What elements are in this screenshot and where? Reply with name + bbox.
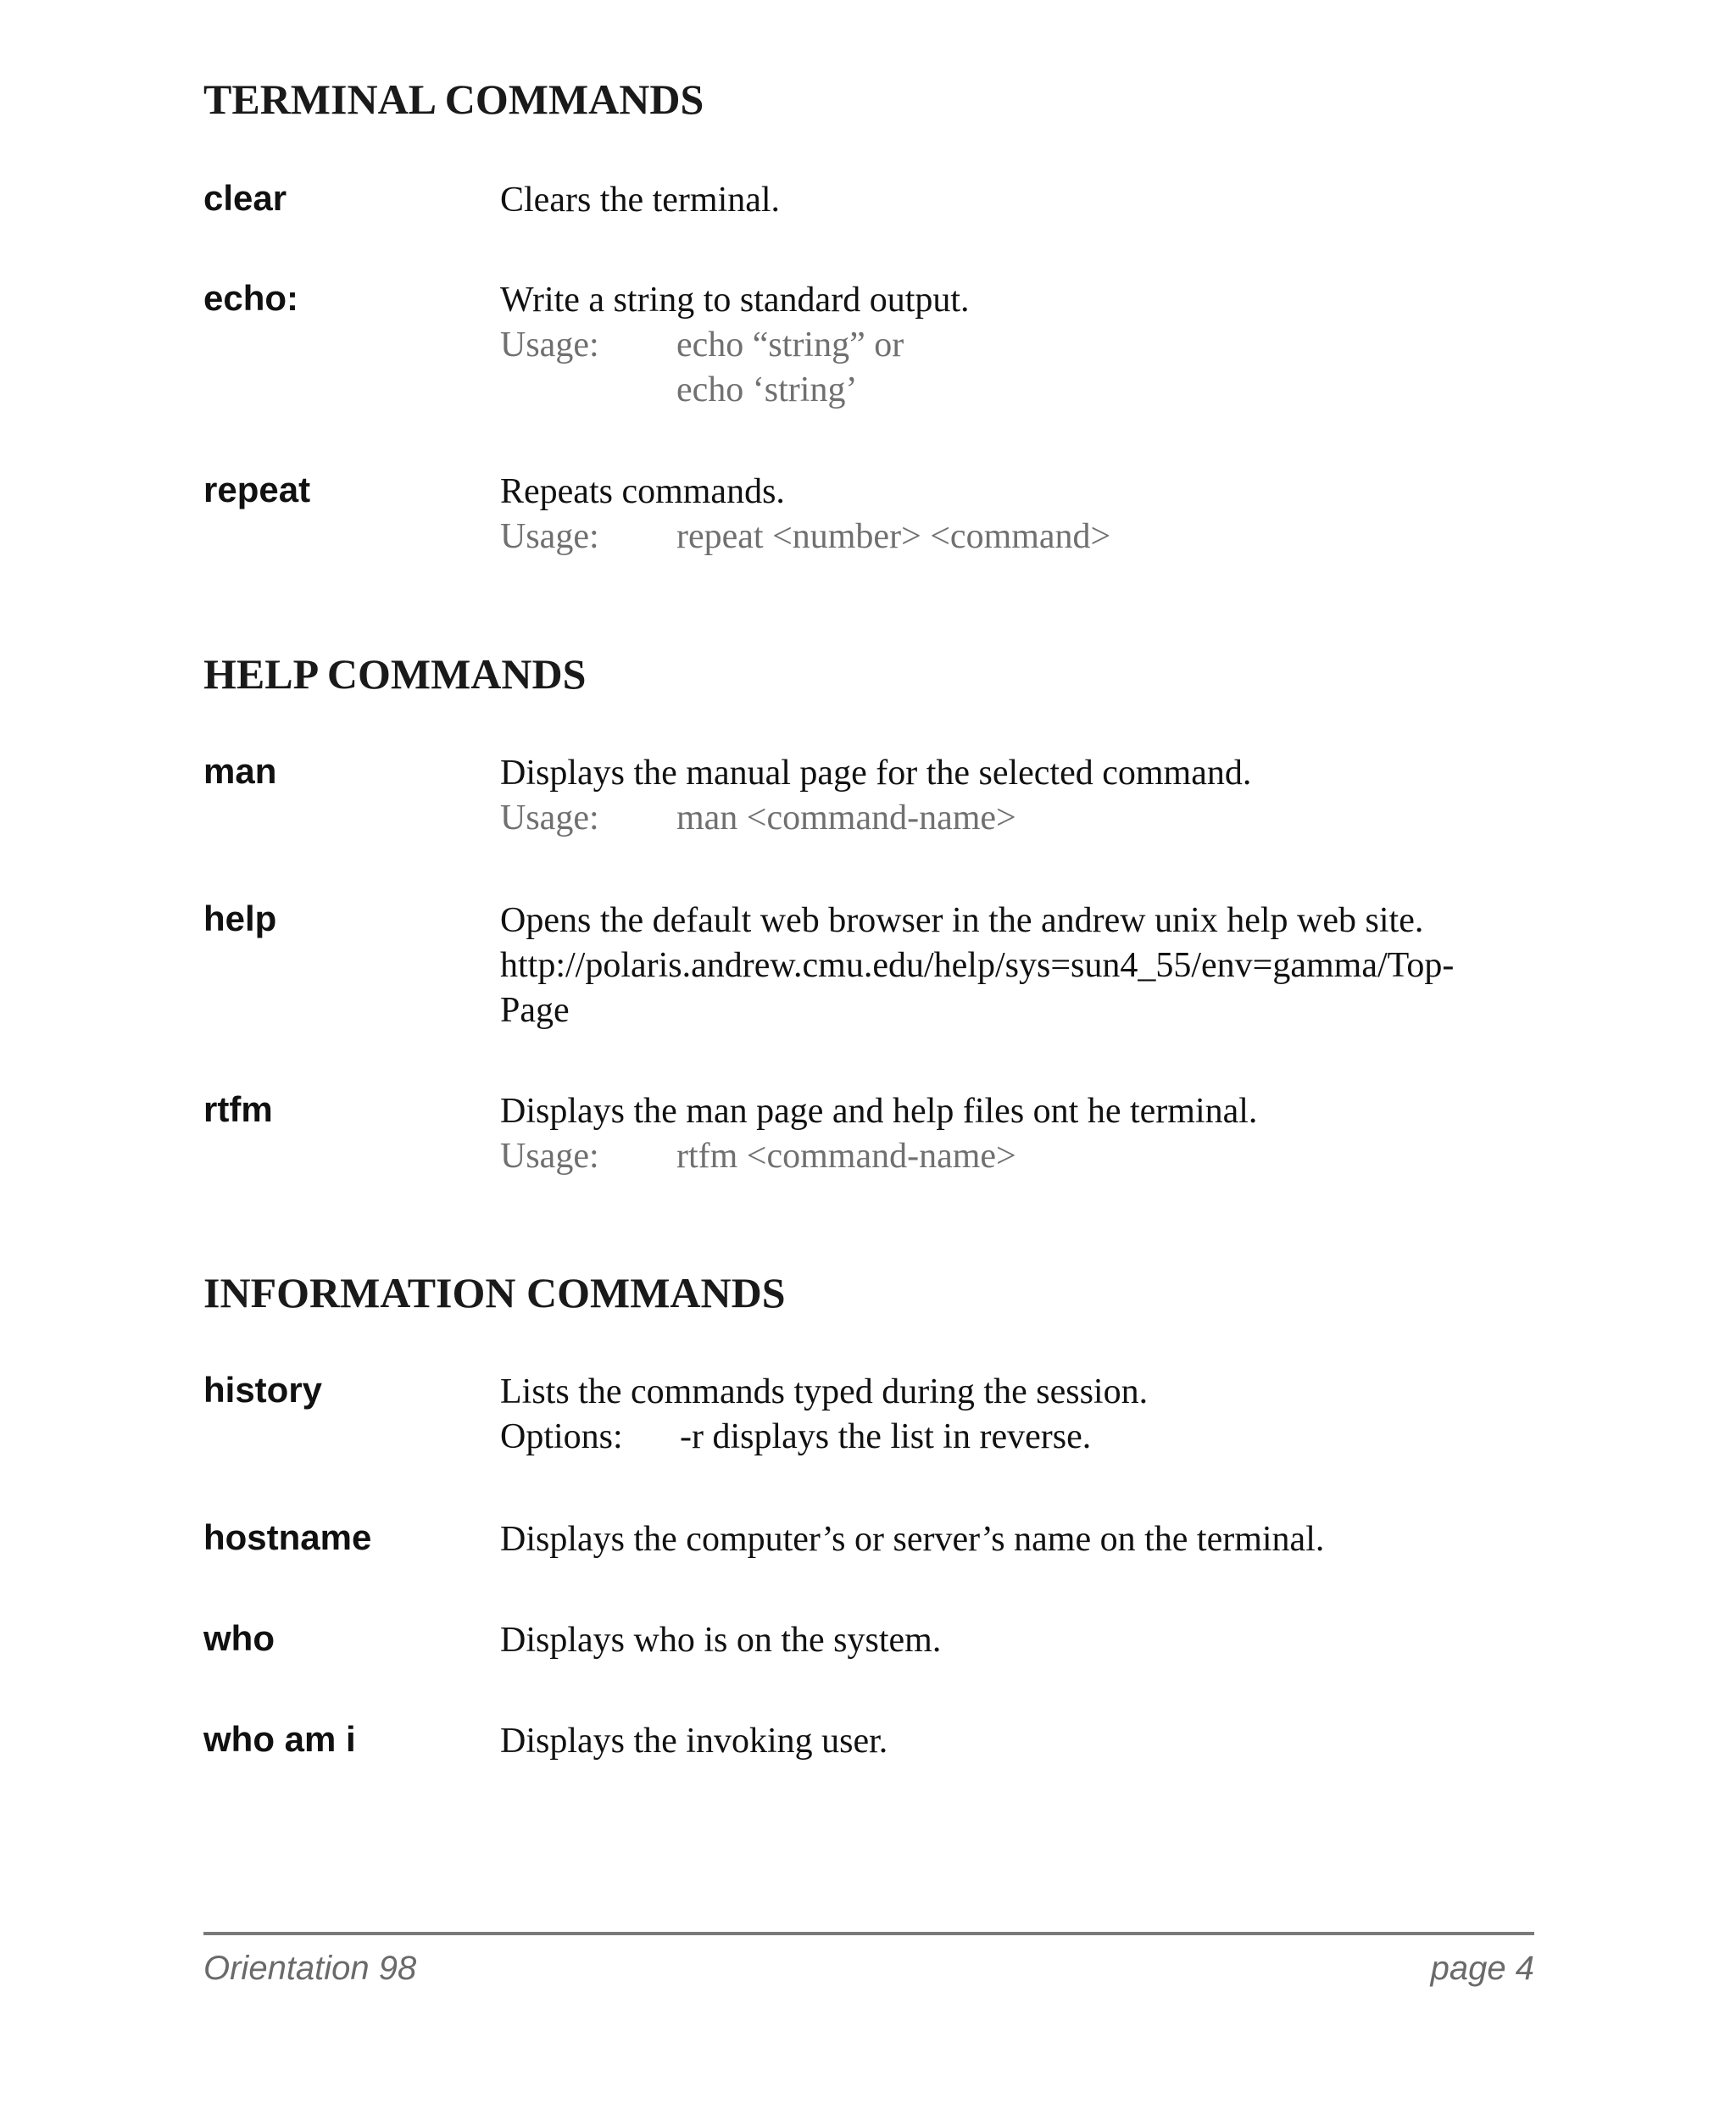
usage-line: echo “string” or (676, 326, 904, 364)
command-name-rtfm: rtfm (203, 1089, 273, 1129)
command-name-echo: echo: (203, 278, 299, 318)
command-usage-repeat (500, 515, 1110, 559)
section-title-terminal: TERMINAL COMMANDS (203, 75, 704, 123)
usage-line: man <command-name> (676, 799, 1016, 837)
command-name-hostname: hostname (203, 1517, 372, 1557)
usage-label: Usage: (500, 517, 599, 556)
command-description-echo: Write a string to standard output. (500, 281, 970, 320)
command-description-help (500, 899, 1454, 1033)
command-name-history: history (203, 1370, 323, 1410)
footer-page-number: page 4 (1430, 1950, 1534, 1987)
command-options-history (500, 1415, 1091, 1460)
command-description-history: Lists the commands typed during the session. (500, 1372, 1149, 1411)
command-description-rtfm: Displays the man page and help files ont he terminal. (500, 1092, 1258, 1131)
command-usage-man (500, 796, 1016, 841)
footer-divider (203, 1932, 1534, 1935)
usage-label: Usage: (500, 1137, 599, 1176)
description-line: Page (500, 991, 570, 1030)
command-name-who-am-i: who am i (203, 1719, 356, 1759)
command-description-repeat: Repeats commands. (500, 472, 785, 511)
options-text: -r displays the list in reverse. (680, 1417, 1092, 1456)
help-url: http://polaris.andrew.cmu.edu/help/sys=sun4_55/env=gamma/Top- (500, 946, 1455, 985)
description-line: Opens the default web browser in the andrew unix help web site. (500, 901, 1424, 940)
footer-document-title: Orientation 98 (203, 1950, 417, 1987)
command-description-hostname: Displays the computer’s or server’s name on the terminal. (500, 1520, 1325, 1559)
command-usage-rtfm (500, 1134, 1016, 1179)
command-description-clear: Clears the terminal. (500, 181, 781, 220)
options-label: Options: (500, 1417, 623, 1456)
command-name-repeat: repeat (203, 470, 311, 509)
section-title-help: HELP COMMANDS (203, 650, 587, 698)
command-description-man: Displays the manual page for the selected command. (500, 754, 1252, 793)
command-description-who: Displays who is on the system. (500, 1621, 942, 1660)
command-name-help: help (203, 899, 277, 938)
command-name-man: man (203, 751, 277, 791)
section-title-information: INFORMATION COMMANDS (203, 1269, 786, 1316)
usage-line: rtfm <command-name> (676, 1137, 1016, 1176)
usage-label: Usage: (500, 799, 599, 837)
usage-line: repeat <number> <command> (676, 517, 1111, 556)
usage-label: Usage: (500, 326, 599, 364)
usage-line: echo ‘string’ (676, 370, 858, 409)
command-name-clear: clear (203, 178, 287, 218)
command-name-who: who (203, 1618, 275, 1658)
command-usage-echo (500, 323, 904, 413)
command-description-who-am-i: Displays the invoking user. (500, 1722, 888, 1761)
